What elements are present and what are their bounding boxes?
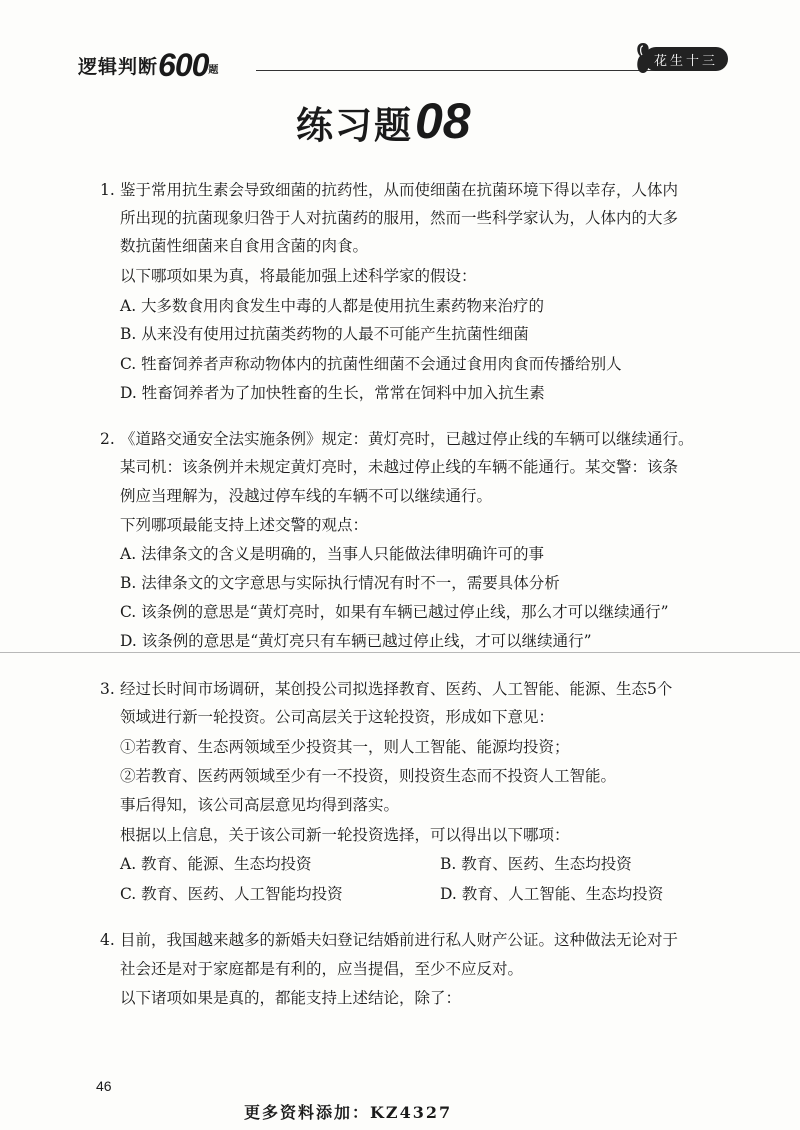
question-stem-line: 《道路交通安全法实施条例》规定：黄灯亮时，已越过停止线的车辆可以继续通行。 <box>120 430 694 448</box>
question-option: C. 该条例的意思是“黄灯亮时，如果有车辆已越过停止线，那么才可以继续通行” <box>120 603 669 621</box>
question-stem-line: 所出现的抗菌现象归咎于人对抗菌药的服用，然而一些科学家认为，人体内的大多 <box>120 209 679 227</box>
question-option: B. 法律条文的文字意思与实际执行情况有时不一，需要具体分析 <box>120 574 560 592</box>
question-stem-line: 数抗菌性细菌来自食用含菌的肉食。 <box>120 237 369 255</box>
question-stem-line: 某司机：该条例并未规定黄灯亮时，未越过停止线的车辆不能通行。某交警：该条 <box>120 458 679 476</box>
question-stem-line: 社会还是对于家庭都是有利的，应当提倡，至少不应反对。 <box>120 960 524 978</box>
book-title-number: 600 <box>158 47 209 83</box>
header-rule <box>256 70 698 71</box>
page-title <box>296 92 471 150</box>
page-header <box>78 38 728 83</box>
question-option: A. 教育、能源、生态均投资 <box>120 855 312 873</box>
question-stem-line: 经过长时间市场调研，某创投公司拟选择教育、医药、人工智能、能源、生态5个 <box>120 680 673 698</box>
question-stem-line: ①若教育、生态两领域至少投资其一，则人工智能、能源均投资； <box>120 738 570 756</box>
page-number: 46 <box>96 1078 112 1094</box>
question-option: D. 教育、人工智能、生态均投资 <box>440 885 664 903</box>
question-stem-line: 目前，我国越来越多的新婚夫妇登记结婚前进行私人财产公证。这种做法无论对于 <box>120 931 679 949</box>
question-prompt: 以下诸项如果是真的，都能支持上述结论，除了： <box>120 989 462 1007</box>
book-title <box>78 44 219 81</box>
question-option: B. 教育、医药、生态均投资 <box>440 855 632 873</box>
question-option: C. 牲畜饲养者声称动物体内的抗菌性细菌不会通过食用肉食而传播给别人 <box>120 355 622 373</box>
question-prompt: 以下哪项如果为真，将最能加强上述科学家的假设： <box>120 267 477 285</box>
question-prompt: 根据以上信息，关于该公司新一轮投资选择，可以得出以下哪项： <box>120 826 570 844</box>
author-badge <box>634 42 730 74</box>
question-option: D. 牲畜饲养者为了加快牲畜的生长，常常在饲料中加入抗生素 <box>120 384 545 402</box>
question-option: A. 法律条文的含义是明确的，当事人只能做法律明确许可的事 <box>120 545 545 563</box>
question-stem-line: ②若教育、医药两领域至少有一不投资，则投资生态而不投资人工智能。 <box>120 767 617 785</box>
question-stem-line: 例应当理解为，没越过停车线的车辆不可以继续通行。 <box>120 487 493 505</box>
question-option: A. 大多数食用肉食发生中毒的人都是使用抗生素药物来治疗的 <box>120 297 545 315</box>
book-title-text: 逻辑判断 <box>78 56 159 78</box>
question-stem-line: 鉴于常用抗生素会导致细菌的抗药性，从而使细菌在抗菌环境下得以幸存，人体内 <box>120 181 679 199</box>
question-stem-line: 领域进行新一轮投资。公司高层关于这轮投资，形成如下意见： <box>120 708 555 726</box>
question-number: 4. <box>100 931 115 949</box>
question-option: B. 从来没有使用过抗菌类药物的人最不可能产生抗菌性细菌 <box>120 325 529 343</box>
page-title-text: 练习题 <box>296 104 413 147</box>
question-prompt: 下列哪项最能支持上述交警的观点： <box>120 516 369 534</box>
author-name: 花生十三 <box>654 54 719 69</box>
page-title-number: 08 <box>415 93 471 149</box>
question-option: C. 教育、医药、人工智能均投资 <box>120 885 343 903</box>
question-option: D. 该条例的意思是“黄灯亮只有车辆已越过停止线，才可以继续通行” <box>120 632 592 650</box>
question-number: 2. <box>100 430 115 448</box>
question-stem-line: 事后得知，该公司高层意见均得到落实。 <box>120 796 400 814</box>
footer-note: 更多资料添加：KZ4327 <box>244 1103 453 1122</box>
question-number: 1. <box>100 181 115 199</box>
page-divider <box>0 652 800 653</box>
question-number: 3. <box>100 680 115 698</box>
book-title-suffix: 题 <box>208 65 220 76</box>
